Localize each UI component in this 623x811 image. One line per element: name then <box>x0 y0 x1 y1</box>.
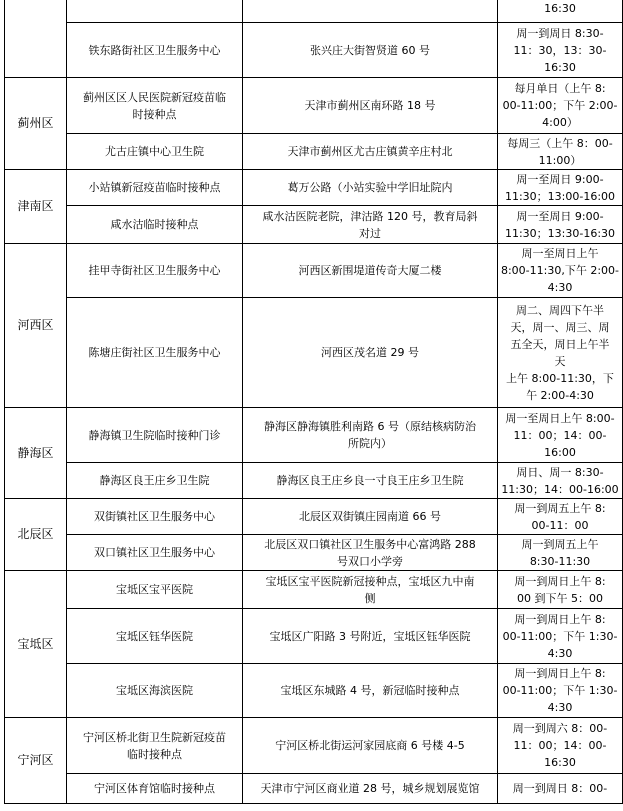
site-name-cell: 蓟州区区人民医院新冠疫苗临 时接种点 <box>67 78 243 134</box>
hours-cell: 周一至周日 9:00- 11:30；13:30-16:30 <box>498 206 623 244</box>
site-name-cell: 宁河区体育馆临时接种点 <box>67 774 243 804</box>
table-row <box>5 298 623 408</box>
site-name-cell: 陈塘庄街社区卫生服务中心 <box>67 298 243 408</box>
address-cell: 天津市蓟州区尤古庄镇黄辛庄村北 <box>243 134 498 170</box>
site-name-cell: 宝坻区宝平医院 <box>67 571 243 609</box>
hours-cell: 周二、周四下午半 天，周一、周三、周 五全天，周日上午半 天 上午 8:00-11:30，下 午 2:00-4:30 <box>498 298 623 408</box>
site-name-cell: 尤古庄镇中心卫生院 <box>67 134 243 170</box>
site-name-cell: 双口镇社区卫生服务中心 <box>67 535 243 571</box>
hours-cell: 周一至周日 9:00- 11:30；13:00-16:00 <box>498 170 623 206</box>
table-row <box>5 718 623 774</box>
district-cell: 北辰区 <box>5 499 67 571</box>
table-row <box>5 23 623 78</box>
address-cell: 天津市蓟州区南环路 18 号 <box>243 78 498 134</box>
site-name-cell: 双街镇社区卫生服务中心 <box>67 499 243 535</box>
hours-cell: 每月单日（上午 8: 00-11:00；下午 2:00- 4:00） <box>498 78 623 134</box>
district-cell <box>5 0 67 78</box>
table-row <box>5 408 623 463</box>
hours-cell: 周一到周日上午 8: 00 到下午 5：00 <box>498 571 623 609</box>
table-row <box>5 535 623 571</box>
table-row <box>5 774 623 804</box>
table-row <box>5 244 623 298</box>
site-name-cell: 宝坻区钰华医院 <box>67 609 243 664</box>
site-name-cell: 宁河区桥北街卫生院新冠疫苗 临时接种点 <box>67 718 243 774</box>
address-cell <box>243 0 498 23</box>
district-cell: 宝坻区 <box>5 571 67 718</box>
hours-cell: 周一到周五上午 8:30-11:30 <box>498 535 623 571</box>
table-row <box>5 499 623 535</box>
address-cell: 河西区新围堤道传奇大厦二楼 <box>243 244 498 298</box>
site-name-cell: 咸水沽临时接种点 <box>67 206 243 244</box>
address-cell: 葛万公路（小站实验中学旧址院内 <box>243 170 498 206</box>
table-row <box>5 0 623 23</box>
table-row <box>5 664 623 718</box>
address-cell: 宝坻区广阳路 3 号附近，宝坻区钰华医院 <box>243 609 498 664</box>
hours-cell: 周一至周日上午 8:00-11:30,下午 2:00- 4:30 <box>498 244 623 298</box>
table-row <box>5 134 623 170</box>
table-row <box>5 571 623 609</box>
address-cell: 北辰区双口镇社区卫生服务中心富鸿路 288 号双口小学旁 <box>243 535 498 571</box>
hours-cell: 周一到周六 8：00- 11：00；14：00- 16:30 <box>498 718 623 774</box>
table-row <box>5 463 623 499</box>
hours-cell: 周一到周日上午 8: 00-11:00；下午 1:30- 4:30 <box>498 664 623 718</box>
hours-cell: 周一到周日上午 8: 00-11:00；下午 1:30- 4:30 <box>498 609 623 664</box>
district-cell: 蓟州区 <box>5 78 67 170</box>
hours-cell: 周一至周日上午 8:00- 11：00；14：00- 16:00 <box>498 408 623 463</box>
address-cell: 宝坻区宝平医院新冠接种点，宝坻区九中南 侧 <box>243 571 498 609</box>
site-name-cell: 挂甲寺街社区卫生服务中心 <box>67 244 243 298</box>
district-cell: 河西区 <box>5 244 67 408</box>
address-cell: 北辰区双街镇庄园南道 66 号 <box>243 499 498 535</box>
address-cell: 静海区良王庄乡良一寸良王庄乡卫生院 <box>243 463 498 499</box>
table-row <box>5 609 623 664</box>
site-name-cell: 小站镇新冠疫苗临时接种点 <box>67 170 243 206</box>
address-cell: 天津市宁河区商业道 28 号，城乡规划展览馆 <box>243 774 498 804</box>
hours-cell: 每周三（上午 8：00- 11:00） <box>498 134 623 170</box>
vaccination-sites-table <box>4 0 623 804</box>
hours-cell: 周一到周日 8:30- 11：30，13：30- 16:30 <box>498 23 623 78</box>
address-cell: 宁河区桥北街运河家园底商 6 号楼 4-5 <box>243 718 498 774</box>
address-cell: 河西区茂名道 29 号 <box>243 298 498 408</box>
site-name-cell: 铁东路街社区卫生服务中心 <box>67 23 243 78</box>
district-cell: 宁河区 <box>5 718 67 804</box>
site-name-cell: 宝坻区海滨医院 <box>67 664 243 718</box>
table-row <box>5 170 623 206</box>
hours-cell: 16:30 <box>498 0 623 23</box>
table-row <box>5 206 623 244</box>
hours-cell: 周日、周一 8:30- 11:30；14：00-16:00 <box>498 463 623 499</box>
hours-cell: 周一到周五上午 8: 00-11：00 <box>498 499 623 535</box>
site-name-cell: 静海区良王庄乡卫生院 <box>67 463 243 499</box>
address-cell: 咸水沽医院老院，津沽路 120 号，教育局斜 对过 <box>243 206 498 244</box>
site-name-cell: 静海镇卫生院临时接种门诊 <box>67 408 243 463</box>
hours-cell: 周一到周日 8：00- <box>498 774 623 804</box>
address-cell: 宝坻区东城路 4 号，新冠临时接种点 <box>243 664 498 718</box>
table-row <box>5 78 623 134</box>
address-cell: 张兴庄大街智贤道 60 号 <box>243 23 498 78</box>
district-cell: 津南区 <box>5 170 67 244</box>
district-cell: 静海区 <box>5 408 67 499</box>
address-cell: 静海区静海镇胜利南路 6 号（原结核病防治 所院内） <box>243 408 498 463</box>
site-name-cell <box>67 0 243 23</box>
